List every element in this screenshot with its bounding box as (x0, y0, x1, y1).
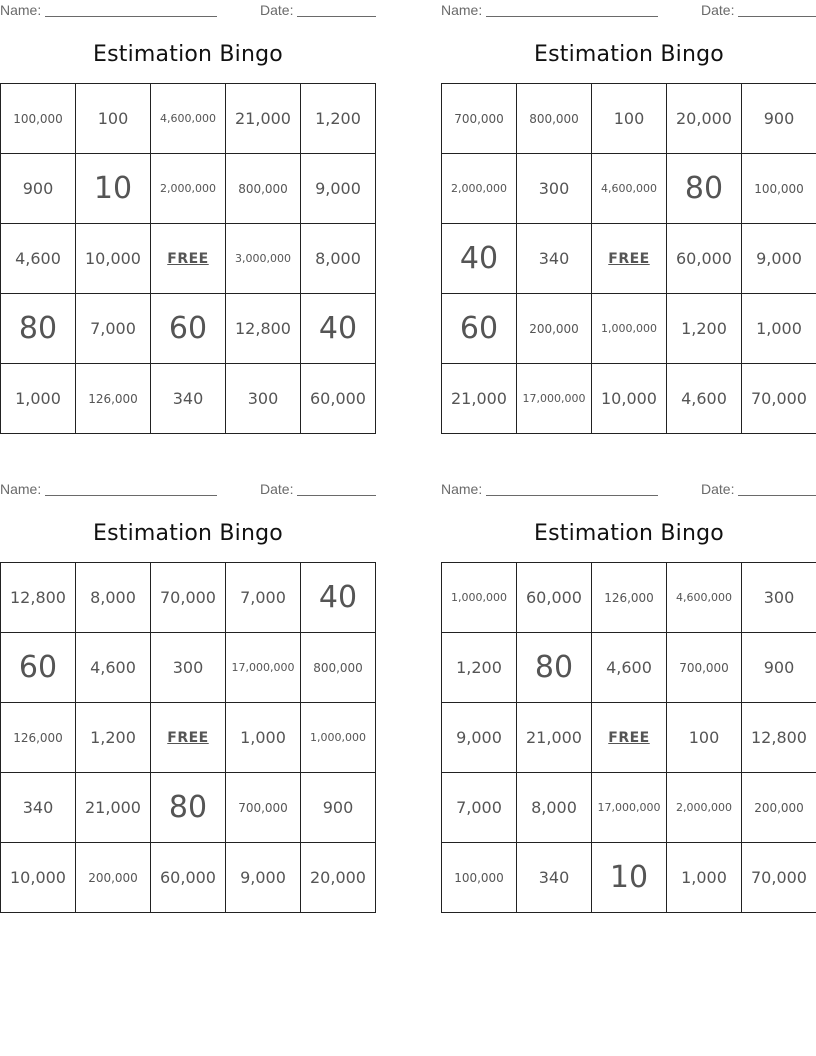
card-header (441, 479, 816, 501)
bingo-cell: 21,000 (442, 364, 517, 434)
bingo-cell: 1,000 (226, 703, 301, 773)
name-field-line (45, 16, 217, 17)
bingo-cell: 1,000,000 (592, 294, 667, 364)
bingo-cell: 60 (1, 633, 76, 703)
bingo-cell: 4,600 (76, 633, 151, 703)
bingo-cell: 4,600 (1, 224, 76, 294)
bingo-cell: 300 (226, 364, 301, 434)
bingo-cell: 9,000 (742, 224, 816, 294)
bingo-cell: 8,000 (76, 563, 151, 633)
bingo-cell: 40 (442, 224, 517, 294)
bingo-cell: 340 (151, 364, 226, 434)
bingo-cell: 7,000 (442, 773, 517, 843)
bingo-cell: 900 (301, 773, 376, 843)
bingo-row (442, 563, 816, 633)
bingo-grid (441, 83, 816, 434)
bingo-cell: 40 (301, 563, 376, 633)
bingo-cell: 4,600 (592, 633, 667, 703)
bingo-cell: 60 (442, 294, 517, 364)
bingo-cell: 40 (301, 294, 376, 364)
bingo-cell: 21,000 (517, 703, 592, 773)
bingo-cell: 12,800 (226, 294, 301, 364)
bingo-cell: 70,000 (151, 563, 226, 633)
bingo-row (442, 364, 816, 434)
bingo-card-1 (0, 0, 376, 408)
bingo-cell: 1,000 (667, 843, 742, 913)
bingo-cell: 700,000 (226, 773, 301, 843)
bingo-cell: 1,200 (442, 633, 517, 703)
bingo-cell: 340 (1, 773, 76, 843)
bingo-row (442, 84, 816, 154)
bingo-cell: 17,000,000 (517, 364, 592, 434)
bingo-cell: 1,000 (1, 364, 76, 434)
bingo-row (442, 294, 816, 364)
bingo-cell: 300 (742, 563, 816, 633)
date-label: Date: (260, 481, 294, 497)
bingo-row (1, 843, 376, 913)
bingo-cell: 4,600,000 (667, 563, 742, 633)
date-label: Date: (701, 2, 735, 18)
bingo-cell: 1,000 (742, 294, 816, 364)
bingo-cell: 126,000 (592, 563, 667, 633)
free-space-cell: FREE (151, 224, 226, 294)
bingo-cell: 80 (517, 633, 592, 703)
bingo-cell: 800,000 (301, 633, 376, 703)
bingo-cell: 10,000 (592, 364, 667, 434)
bingo-row (1, 84, 376, 154)
bingo-card-4 (441, 479, 816, 895)
bingo-row (1, 773, 376, 843)
card-title: Estimation Bingo (534, 42, 724, 67)
bingo-cell: 60 (151, 294, 226, 364)
name-label: Name: (441, 481, 483, 497)
bingo-cell: 1,200 (301, 84, 376, 154)
name-field-line (45, 495, 217, 496)
bingo-cell: 60,000 (667, 224, 742, 294)
bingo-row (1, 633, 376, 703)
bingo-cell: 126,000 (76, 364, 151, 434)
bingo-cell: 4,600 (667, 364, 742, 434)
card-title: Estimation Bingo (93, 42, 283, 67)
free-space-cell: FREE (151, 703, 226, 773)
bingo-cell: 340 (517, 224, 592, 294)
bingo-cell: 1,200 (667, 294, 742, 364)
bingo-cell: 200,000 (742, 773, 816, 843)
bingo-row (442, 633, 816, 703)
bingo-cell: 800,000 (226, 154, 301, 224)
bingo-cell: 900 (1, 154, 76, 224)
bingo-cell: 700,000 (667, 633, 742, 703)
bingo-row (1, 703, 376, 773)
free-space-cell: FREE (592, 224, 667, 294)
bingo-cell: 1,000,000 (442, 563, 517, 633)
name-label: Name: (441, 2, 483, 18)
bingo-grid (0, 562, 376, 913)
bingo-row (442, 224, 816, 294)
bingo-cell: 21,000 (226, 84, 301, 154)
bingo-cell: 9,000 (301, 154, 376, 224)
bingo-row (442, 843, 816, 913)
bingo-cell: 7,000 (76, 294, 151, 364)
bingo-row (442, 773, 816, 843)
bingo-cell: 80 (1, 294, 76, 364)
bingo-cell: 2,000,000 (442, 154, 517, 224)
bingo-cell: 8,000 (301, 224, 376, 294)
bingo-cell: 340 (517, 843, 592, 913)
bingo-grid (441, 562, 816, 913)
bingo-row (1, 294, 376, 364)
date-field-line (738, 16, 816, 17)
bingo-cell: 100,000 (442, 843, 517, 913)
bingo-cell: 9,000 (226, 843, 301, 913)
card-title: Estimation Bingo (534, 521, 724, 546)
bingo-cell: 60,000 (151, 843, 226, 913)
bingo-cell: 4,600,000 (151, 84, 226, 154)
bingo-grid (0, 83, 376, 434)
date-label: Date: (701, 481, 735, 497)
bingo-row (442, 154, 816, 224)
date-field-line (297, 16, 376, 17)
free-space-cell: FREE (592, 703, 667, 773)
bingo-cell: 2,000,000 (151, 154, 226, 224)
bingo-row (1, 154, 376, 224)
bingo-cell: 900 (742, 633, 816, 703)
bingo-cell: 100 (667, 703, 742, 773)
bingo-cell: 20,000 (301, 843, 376, 913)
card-header (0, 0, 376, 22)
bingo-card-2 (441, 0, 816, 408)
card-title: Estimation Bingo (93, 521, 283, 546)
bingo-cell: 20,000 (667, 84, 742, 154)
bingo-cell: 100,000 (1, 84, 76, 154)
bingo-cell: 3,000,000 (226, 224, 301, 294)
name-field-line (486, 495, 658, 496)
bingo-cell: 60,000 (517, 563, 592, 633)
bingo-cell: 17,000,000 (226, 633, 301, 703)
bingo-cell: 700,000 (442, 84, 517, 154)
bingo-cell: 300 (151, 633, 226, 703)
bingo-cell: 200,000 (76, 843, 151, 913)
bingo-cell: 10 (76, 154, 151, 224)
card-header (0, 479, 376, 501)
bingo-cell: 60,000 (301, 364, 376, 434)
bingo-row (1, 224, 376, 294)
bingo-row (1, 364, 376, 434)
bingo-cell: 1,200 (76, 703, 151, 773)
name-label: Name: (0, 2, 42, 18)
bingo-cell: 4,600,000 (592, 154, 667, 224)
bingo-cell: 8,000 (517, 773, 592, 843)
bingo-cell: 900 (742, 84, 816, 154)
bingo-cell: 200,000 (517, 294, 592, 364)
card-header (441, 0, 816, 22)
bingo-cell: 12,800 (742, 703, 816, 773)
bingo-cell: 10 (592, 843, 667, 913)
bingo-cell: 80 (667, 154, 742, 224)
bingo-cell: 7,000 (226, 563, 301, 633)
date-field-line (738, 495, 816, 496)
bingo-cell: 21,000 (76, 773, 151, 843)
date-label: Date: (260, 2, 294, 18)
bingo-cell: 80 (151, 773, 226, 843)
bingo-cell: 10,000 (1, 843, 76, 913)
bingo-cell: 300 (517, 154, 592, 224)
bingo-cell: 100 (76, 84, 151, 154)
bingo-cell: 126,000 (1, 703, 76, 773)
bingo-cell: 12,800 (1, 563, 76, 633)
date-field-line (297, 495, 376, 496)
bingo-row (1, 563, 376, 633)
bingo-cell: 1,000,000 (301, 703, 376, 773)
bingo-cell: 17,000,000 (592, 773, 667, 843)
bingo-cell: 800,000 (517, 84, 592, 154)
name-field-line (486, 16, 658, 17)
bingo-row (442, 703, 816, 773)
bingo-cell: 70,000 (742, 364, 816, 434)
bingo-cell: 2,000,000 (667, 773, 742, 843)
name-label: Name: (0, 481, 42, 497)
bingo-cell: 100 (592, 84, 667, 154)
bingo-cell: 100,000 (742, 154, 816, 224)
bingo-cell: 9,000 (442, 703, 517, 773)
bingo-cell: 10,000 (76, 224, 151, 294)
bingo-card-3 (0, 479, 376, 887)
bingo-cell: 70,000 (742, 843, 816, 913)
